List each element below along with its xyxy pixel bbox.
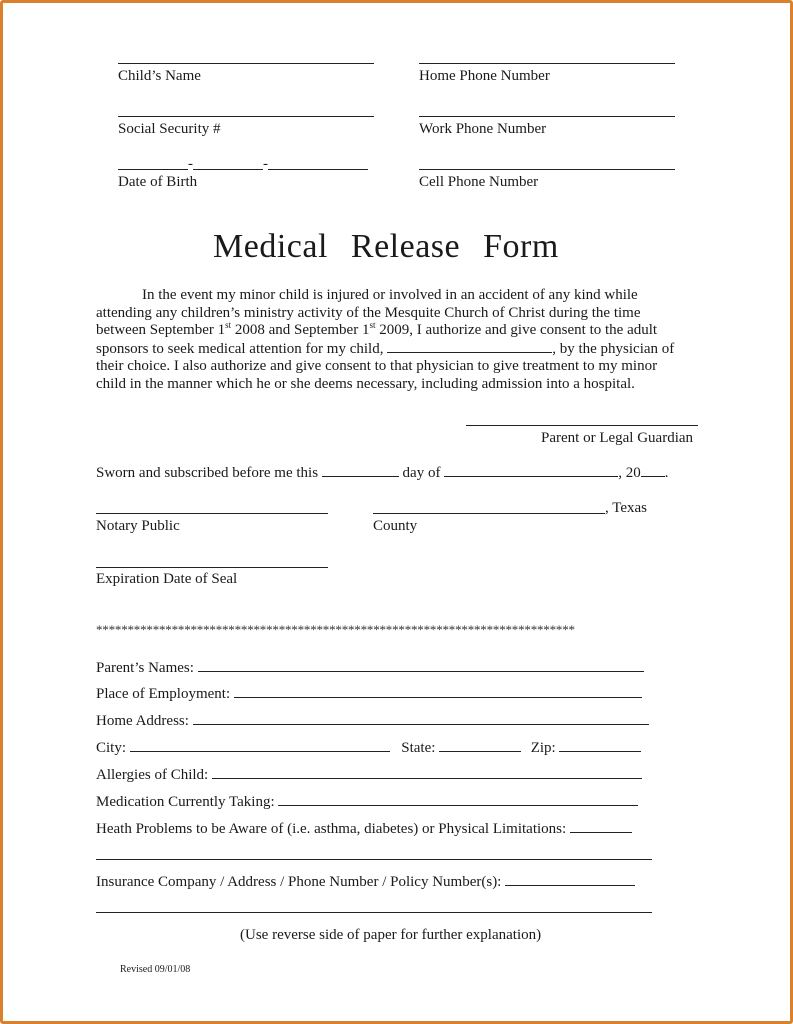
consent-line: child in the manner which he or she deems necessary, including admission into a hospital. [96,375,635,392]
consent-text: 2009, I authorize and give consent to the adult [375,322,658,339]
notary-public-line[interactable] [96,513,328,514]
parents-names-blank[interactable] [198,659,644,672]
notary-public-label: Notary Public [96,518,180,534]
asterisk-separator: **************************************************************************** [96,622,575,637]
ssn-line[interactable] [118,116,374,117]
health-label: Heath Problems to be Aware of (i.e. asthma, diabetes) or Physical Limitations: [96,821,567,837]
consent-line [96,322,688,340]
day-blank[interactable] [322,464,399,477]
ordinal-suffix: st [369,320,376,331]
medication-label: Medication Currently Taking: [96,794,275,810]
guardian-label: Parent or Legal Guardian [541,430,694,446]
work-phone-line[interactable] [419,116,675,117]
expiration-label: Expiration Date of Seal [96,571,238,587]
health-row [96,820,632,838]
home-phone-label: Home Phone Number [419,68,550,84]
city-blank[interactable] [130,739,390,752]
child-name-label: Child’s Name [118,68,201,84]
expiration-line[interactable] [96,567,328,568]
dob-month-line[interactable] [118,169,188,170]
texas-label: , Texas [605,500,647,516]
cell-phone-label: Cell Phone Number [419,174,539,190]
city-label: City: [96,740,127,756]
health-blank[interactable] [570,820,632,833]
year-suffix: . [664,465,669,481]
dob-separator: - [188,156,193,172]
day-of-text: day of [402,465,441,481]
year-blank[interactable] [641,464,665,477]
consent-line: In the event my minor child is injured or involved in an accident of any kind while [142,287,638,303]
page-title: Medical Release Form [213,228,559,265]
child-name-line[interactable] [118,63,374,64]
reverse-side-note: (Use reverse side of paper for further explanation) [240,927,542,943]
employment-label: Place of Employment: [96,686,231,702]
parents-names-row [96,659,644,677]
consent-text: 2008 and September 1 [231,322,370,339]
insurance-blank[interactable] [505,873,635,886]
revised-date: Revised 09/01/08 [120,964,191,975]
insurance-extra-line[interactable] [96,912,652,913]
allergies-label: Allergies of Child: [96,767,209,783]
consent-text: , by the physician of [552,340,675,357]
employment-blank[interactable] [234,685,642,698]
allergies-blank[interactable] [212,766,642,779]
cell-phone-line[interactable] [419,169,675,170]
sworn-text: Sworn and subscribed before me this [96,465,319,481]
dob-separator: - [263,156,268,172]
medication-blank[interactable] [278,793,638,806]
year-prefix: , 20 [618,465,641,481]
ordinal-suffix: st [225,320,232,331]
home-address-row [96,712,649,730]
health-extra-line[interactable] [96,859,652,860]
parents-names-label: Parent’s Names: [96,660,194,676]
home-address-blank[interactable] [193,712,649,725]
work-phone-label: Work Phone Number [419,121,547,137]
medication-row [96,793,638,811]
dob-year-line[interactable] [268,169,368,170]
county-label: County [373,518,418,534]
dob-label: Date of Birth [118,174,198,190]
home-phone-line[interactable] [419,63,675,64]
consent-text: sponsors to seek medical attention for my child, [96,340,388,357]
insurance-row [96,873,635,891]
city-state-zip-row [96,739,641,757]
consent-text: between September 1 [96,322,226,339]
guardian-signature-line[interactable] [466,425,698,426]
consent-paragraph [96,287,688,394]
county-line[interactable] [373,513,605,514]
dob-day-line[interactable] [193,169,263,170]
consent-line: their choice. I also authorize and give consent to that physician to give treatment to my minor [96,358,658,375]
allergies-row [96,766,642,784]
zip-label: Zip: [530,740,556,756]
consent-line: attending any children’s ministry activity of the Mesquite Church of Christ during the time [96,304,641,321]
home-address-label: Home Address: [96,713,189,729]
zip-blank[interactable] [559,739,641,752]
state-blank[interactable] [439,739,521,752]
state-label: State: [401,740,436,756]
child-name-blank[interactable] [387,340,552,353]
consent-line [96,340,688,359]
ssn-label: Social Security # [118,121,221,137]
sworn-line [96,464,668,482]
month-blank[interactable] [444,464,618,477]
employment-row [96,685,642,703]
insurance-label: Insurance Company / Address / Phone Number / Policy Number(s): [96,874,502,890]
